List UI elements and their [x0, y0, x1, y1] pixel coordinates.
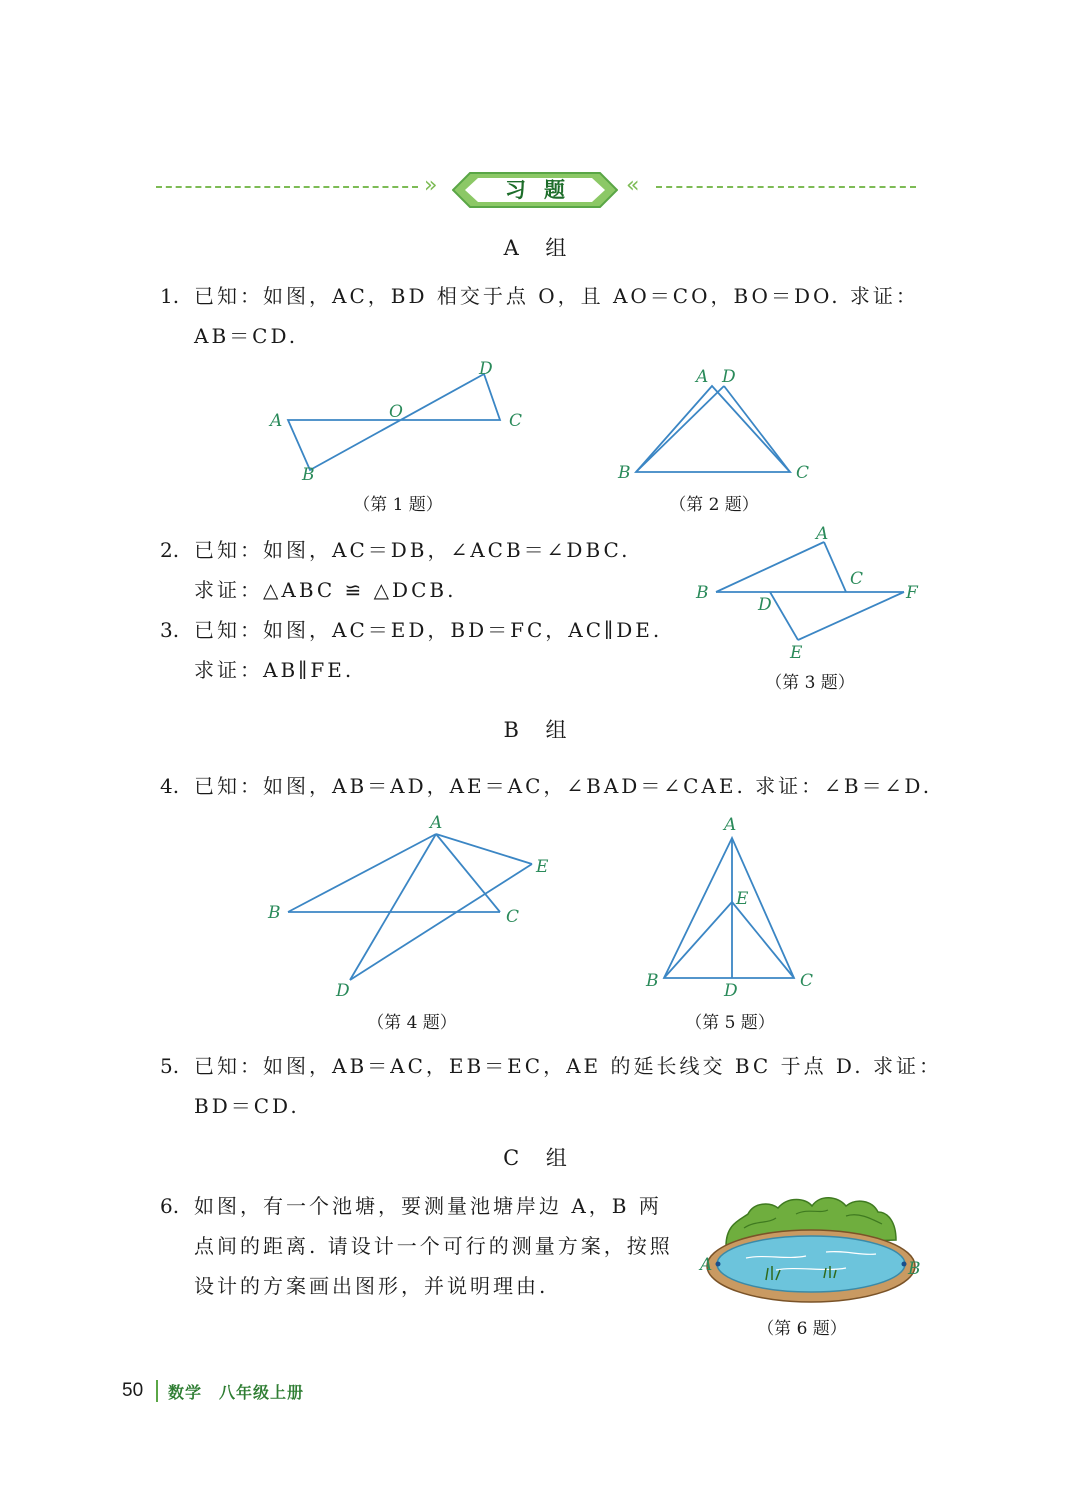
label-a: A — [270, 411, 283, 431]
label-b: B — [908, 1259, 921, 1279]
page-number: 50 — [122, 1380, 144, 1401]
label-b: B — [302, 465, 315, 485]
question-number: 4. — [160, 774, 180, 798]
question-text: 如图，有一个池塘，要测量池塘岸边 A，B 两 — [194, 1194, 662, 1218]
pond-water — [717, 1236, 905, 1292]
caption-figure-5: （第 5 题） — [685, 1013, 775, 1033]
chevron-right-icon: » — [424, 173, 438, 198]
label-b: B — [618, 463, 631, 483]
footer-divider — [156, 1380, 158, 1402]
figure-2 — [612, 362, 832, 482]
label-b: B — [696, 583, 709, 603]
label-o: O — [389, 402, 403, 422]
label-c: C — [796, 463, 810, 483]
question-5 — [160, 1046, 942, 1086]
label-a: A — [816, 524, 829, 544]
label-d: D — [479, 359, 493, 379]
question-3 — [160, 610, 662, 650]
book-title: 数学 八年级上册 — [168, 1383, 305, 1402]
figure-4 — [264, 810, 564, 1000]
label-f: F — [906, 583, 918, 603]
caption-figure-6: （第 6 题） — [757, 1319, 847, 1339]
label-e: E — [736, 889, 749, 909]
header-divider-right — [656, 186, 916, 188]
question-6-line3: 设计的方案画出图形，并说明理由. — [194, 1274, 549, 1298]
question-6 — [160, 1186, 662, 1226]
group-b-title: B 组 — [503, 718, 577, 742]
question-number: 3. — [160, 618, 180, 642]
label-e: E — [790, 643, 803, 663]
caption-figure-4: （第 4 题） — [367, 1013, 457, 1033]
label-d: D — [336, 981, 350, 1001]
label-a: A — [430, 813, 443, 833]
question-text: 已知：如图，AB＝AD，AE＝AC，∠BAD＝∠CAE. 求证：∠B＝∠D. — [194, 774, 933, 798]
label-c: C — [800, 971, 814, 991]
question-4 — [160, 766, 932, 806]
group-c-title: C 组 — [503, 1146, 577, 1170]
label-a: A — [700, 1255, 713, 1275]
question-number: 5. — [160, 1054, 180, 1078]
figure-1 — [262, 358, 542, 488]
question-number: 6. — [160, 1194, 180, 1218]
question-1 — [160, 276, 919, 316]
question-text: 已知：如图，AC＝ED，BD＝FC，AC∥DE. — [194, 618, 663, 642]
question-1-line2: AB＝CD. — [194, 324, 299, 348]
label-c: C — [850, 569, 864, 589]
label-e: E — [536, 857, 549, 877]
label-b: B — [268, 903, 281, 923]
question-number: 2. — [160, 538, 180, 562]
question-6-line2: 点间的距离. 请设计一个可行的测量方案，按照 — [194, 1234, 673, 1258]
label-c: C — [509, 411, 523, 431]
label-a: A — [696, 367, 709, 387]
label-a: A — [724, 815, 737, 835]
label-b: B — [646, 971, 659, 991]
header-divider-left — [156, 186, 418, 188]
caption-figure-3: （第 3 题） — [765, 673, 855, 693]
section-title: 习题 — [505, 178, 583, 202]
label-d: D — [722, 367, 736, 387]
question-text: 已知：如图，AB＝AC，EB＝EC，AE 的延长线交 BC 于点 D. 求证： — [194, 1054, 942, 1078]
label-d: D — [758, 595, 772, 615]
question-text: 已知：如图，AC＝DB，∠ACB＝∠DBC. — [194, 538, 631, 562]
group-a-title: A 组 — [503, 236, 577, 260]
pond-illustration — [696, 1184, 926, 1314]
question-2-line2: 求证：△ABC ≌ △DCB. — [194, 578, 457, 602]
label-d: D — [724, 981, 738, 1001]
caption-figure-1: （第 1 题） — [353, 495, 443, 515]
question-3-line2: 求证：AB∥FE. — [194, 658, 355, 682]
question-2 — [160, 530, 631, 570]
chevron-left-icon: « — [626, 173, 640, 198]
label-c: C — [506, 907, 520, 927]
figure-3 — [690, 524, 930, 664]
question-text: 已知：如图，AC，BD 相交于点 O，且 AO＝CO，BO＝DO. 求证： — [194, 284, 919, 308]
question-5-line2: BD＝CD. — [194, 1094, 300, 1118]
question-number: 1. — [160, 284, 180, 308]
figure-5 — [640, 812, 820, 1002]
caption-figure-2: （第 2 题） — [669, 495, 759, 515]
